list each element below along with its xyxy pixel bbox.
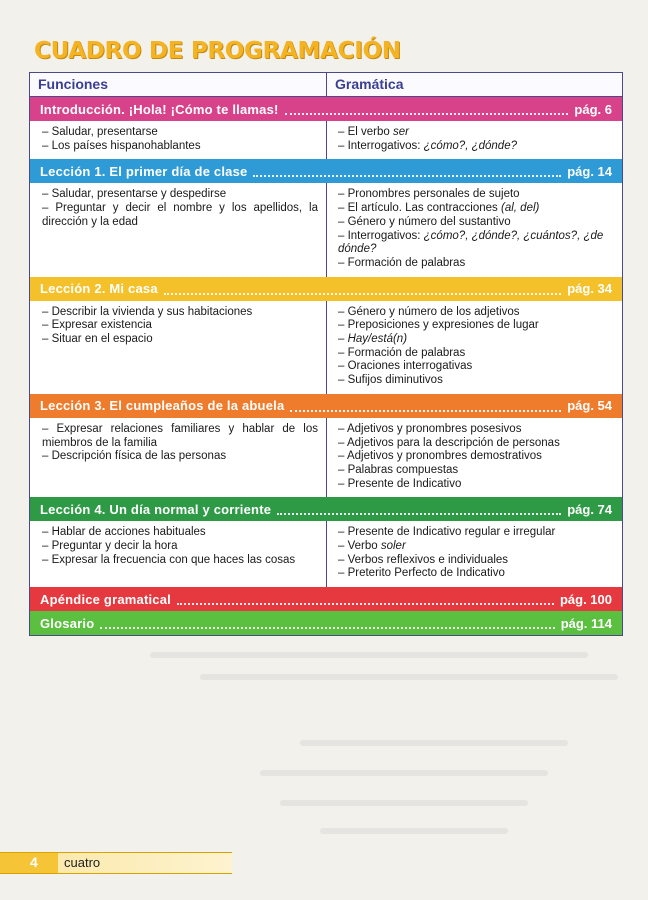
gramatica-item [338, 140, 614, 154]
section-band-lesson1[interactable] [30, 159, 622, 183]
funcion-item: – Expresar la frecuencia con que haces las cosas [42, 553, 296, 566]
gramatica-text: – Formación de palabras [338, 256, 466, 269]
glossary-band[interactable] [30, 611, 622, 635]
funciones-cell [30, 301, 327, 394]
gramatica-italic: ser [392, 126, 409, 138]
gramatica-text: – Verbo [338, 540, 381, 553]
funciones-cell [30, 521, 327, 587]
gramatica-item [338, 540, 614, 554]
gramatica-item [338, 319, 614, 333]
funcion-item: – Saludar, presentarse y despedirse [42, 188, 227, 201]
gramatica-text: – Interrogativos: [338, 229, 424, 242]
section-content-lesson3 [30, 418, 622, 498]
appendix-page: pág. 100 [559, 591, 612, 607]
dot-leader [277, 513, 561, 515]
gramatica-item [338, 450, 614, 464]
header-funciones: Funciones [30, 73, 327, 96]
gramatica-item [338, 333, 614, 347]
dot-leader [290, 410, 561, 412]
gramatica-item [338, 554, 614, 568]
gramatica-cell [327, 301, 622, 394]
section-content-lesson1 [30, 183, 622, 276]
sections-container [30, 97, 622, 587]
page-number-word: cuatro [64, 855, 101, 870]
gramatica-item [338, 437, 614, 451]
gramatica-text: – Presente de Indicativo regular e irregular [338, 526, 556, 539]
reverse-side-bleed [0, 600, 648, 860]
section-content-lesson4 [30, 521, 622, 587]
gramatica-item [338, 567, 614, 581]
gramatica-cell [327, 121, 622, 159]
gramatica-cell [327, 183, 622, 276]
section-content-lesson2 [30, 301, 622, 394]
gramatica-text: – El verbo [338, 126, 393, 138]
appendix-band[interactable] [30, 587, 622, 611]
gramatica-text: – El artículo. Las contracciones [338, 202, 501, 215]
programming-table [29, 72, 623, 636]
gramatica-item [338, 126, 614, 140]
gramatica-text: – [338, 333, 348, 346]
page-footer [0, 852, 232, 874]
gramatica-item [338, 257, 614, 271]
gramatica-item [338, 230, 614, 257]
funcion-item: – Situar en el espacio [42, 333, 153, 346]
funciones-cell [30, 183, 327, 276]
section-band-lesson4[interactable] [30, 497, 622, 521]
dot-leader [177, 603, 554, 605]
gramatica-item [338, 374, 614, 388]
gramatica-text: – Interrogativos: [338, 139, 424, 152]
gramatica-item [338, 347, 614, 361]
section-title: Lección 1. El primer día de clase [40, 163, 248, 179]
section-band-intro[interactable] [30, 97, 622, 121]
gramatica-text: – Género y número del sustantivo [338, 215, 511, 228]
gramatica-text: – Formación de palabras [338, 346, 466, 359]
gramatica-cell [327, 521, 622, 587]
gramatica-italic: ¿cómo?, ¿dónde? [423, 139, 517, 152]
section-band-lesson2[interactable] [30, 277, 622, 301]
section-title: Lección 2. Mi casa [40, 281, 158, 297]
funciones-cell [30, 418, 327, 498]
funcion-item: – Preguntar y decir el nombre y los apellidos, la dirección y la edad [42, 202, 318, 228]
dot-leader [164, 293, 561, 295]
appendix-title: Apéndice gramatical [40, 591, 171, 607]
dot-leader [100, 627, 554, 629]
section-title: Lección 4. Un día normal y corriente [40, 501, 272, 517]
funcion-item: – Describir la vivienda y sus habitaciones [42, 305, 253, 318]
section-band-lesson3[interactable] [30, 394, 622, 418]
gramatica-text: – Pronombres personales de sujeto [338, 188, 520, 201]
gramatica-item [338, 306, 614, 320]
funcion-item: – Hablar de acciones habituales [42, 526, 206, 539]
gramatica-italic: (al, del) [501, 202, 540, 215]
funcion-item: – Expresar relaciones familiares y hablar de los miembros de la familia [42, 422, 318, 449]
dot-leader [285, 113, 569, 115]
gramatica-item [338, 478, 614, 492]
gramatica-text: – Sufijos diminutivos [338, 374, 443, 387]
dot-leader [253, 175, 561, 177]
gramatica-text: – Preterito Perfecto de Indicativo [338, 567, 505, 580]
gramatica-italic: Hay/está(n) [347, 333, 408, 346]
gramatica-text: – Adjetivos para la descripción de personas [338, 436, 560, 449]
funcion-item: – Expresar existencia [42, 319, 152, 332]
section-page: pág. 6 [574, 101, 612, 117]
section-content-intro [30, 121, 622, 159]
gramatica-italic: ¿cómo?, ¿dónde?, ¿cuántos?, ¿de dónde? [338, 229, 604, 256]
section-title: Introducción. ¡Hola! ¡Cómo te llamas! [40, 101, 279, 117]
glossary-title: Glosario [40, 615, 95, 631]
section-page: pág. 74 [567, 501, 612, 517]
gramatica-text: – Adjetivos y pronombres demostrativos [338, 450, 542, 463]
gramatica-item [338, 423, 614, 437]
gramatica-item [338, 526, 614, 540]
funcion-item: – Los países hispanohablantes [42, 139, 201, 152]
gramatica-text: – Adjetivos y pronombres posesivos [338, 422, 522, 435]
page-number: 4 [30, 854, 38, 870]
gramatica-italic: soler [380, 540, 406, 553]
gramatica-item [338, 464, 614, 478]
funcion-item: – Saludar, presentarse [42, 126, 158, 138]
gramatica-text: – Preposiciones y expresiones de lugar [338, 319, 539, 332]
gramatica-text: – Presente de Indicativo [338, 477, 462, 490]
funcion-item: – Preguntar y decir la hora [42, 540, 178, 553]
section-title: Lección 3. El cumpleaños de la abuela [40, 398, 285, 414]
gramatica-item [338, 188, 614, 202]
gramatica-text: – Oraciones interrogativas [338, 360, 473, 373]
page-title: CUADRO DE PROGRAMACIÓN [34, 38, 401, 64]
section-page: pág. 14 [567, 163, 612, 179]
funciones-cell [30, 121, 327, 159]
header-gramatica: Gramática [335, 76, 404, 92]
gramatica-cell [327, 418, 622, 498]
table-header [30, 73, 622, 97]
glossary-page: pág. 114 [560, 615, 612, 631]
gramatica-text: – Género y número de los adjetivos [338, 305, 520, 318]
section-page: pág. 54 [567, 398, 612, 414]
gramatica-item [338, 202, 614, 216]
gramatica-item [338, 216, 614, 230]
gramatica-text: – Verbos reflexivos e individuales [338, 553, 509, 566]
funcion-item: – Descripción física de las personas [42, 450, 227, 463]
gramatica-text: – Palabras compuestas [338, 463, 459, 476]
section-page: pág. 34 [567, 281, 612, 297]
gramatica-item [338, 360, 614, 374]
